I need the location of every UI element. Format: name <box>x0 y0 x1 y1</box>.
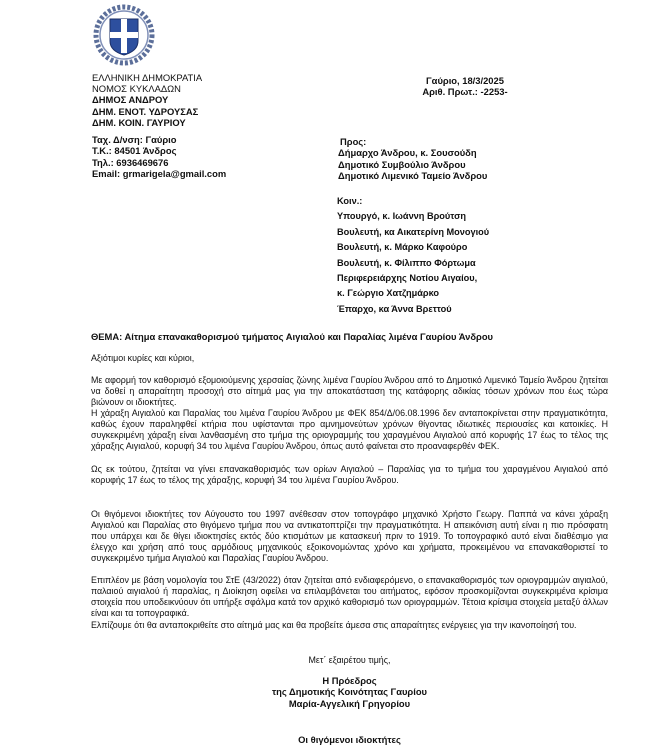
contact-block <box>92 134 226 179</box>
recipient-item: Δημοτικό Συμβούλιο Άνδρου <box>338 158 466 170</box>
issuer-line-municipality: ΔΗΜΟΣ ΑΝΔΡΟΥ <box>92 94 169 106</box>
closing-line: Μετ΄ εξαιρέτου τιμής, <box>308 655 391 665</box>
issuer-line-prefecture: ΝΟΜΟΣ ΚΥΚΛΑΔΩΝ <box>92 83 181 95</box>
body-paragraph: Οι θιγόμενοι ιδιοκτήτες τον Αύγουστο του 1997 ανέθεσαν στον τοπογράφο μηχανικό Χρήστο Γεωργ. Παππά να κάνει χάραξη Αιγιαλού και Παραλίας στο θιγόμενο τμήμα που να αντικατοπτρίζει την πραγματικότητα. Η απεικόνιση αυτή είναι η πιο πρόσφατη που υπάρχει και δε θίγει ιδιοκτησίες εκτός δύο κτισμάτων με κατασκευή πριν το 1919. Το τοπογραφικό αυτό είναι διαθέσιμο για έλεγχο και χρήση από τους αρμόδιους μηχανικούς εξοικονομώντας χρόνο και χρήματα, προκειμένου να επανακαθοριστεί το συγκεκριμένο τμήμα Αιγιαλού και Παραλίας Γαυρίου Άνδρου. <box>91 509 608 563</box>
issuer-line-unit: ΔΗΜ. ΕΝΟΤ. ΥΔΡΟΥΣΑΣ <box>92 105 199 117</box>
signature-title: Η Πρόεδρος <box>322 675 377 686</box>
body-paragraph: Επιπλέον με βάση νομολογία του ΣτΕ (43/2022) όταν ζητείται από ενδιαφερόμενο, ο επανακαθορισμός των οριογραμμών αιγιαλού, παλαιού αιγιαλού ή παραλίας, η Διοίκηση οφείλει να επιλαμβάνεται του αιτήματος, εφόσον προσκομίζονται συγκεκριμένα κρίσιμα στοιχεία που υποδεικνύουν ότι υπήρξε σφάλμα κατά τον αρχικό καθορισμό των οριογραμμών. Τέτοια κρίσιμα στοιχεία μεταξύ άλλων είναι και τα τοπογραφικά. <box>91 575 608 618</box>
cc-label: Κοιν.: <box>337 196 363 206</box>
cc-item: Υπουργό, κ. Ιωάννη Βρούτση <box>337 211 466 222</box>
contact-postal: Τ.Κ.: 84501 Άνδρος <box>92 145 177 157</box>
body-paragraph: Η χάραξη Αιγιαλού και Παραλίας του λιμένα Γαυρίου Άνδρου με ΦΕΚ 854/Δ/06.08.1996 δεν ανταποκρίνεται στην πραγματικότητα, καθώς έχουν παραληφθεί κτήρια που υφίστανται προ αμνημονεύτων χρόνων θίγοντας ιδιωτικές περιουσίες και κατοικίες. Η συγκεκριμένη χάραξη είναι λανθασμένη στο τμήμα της οριογραμμής του χαραγμένου Αιγιαλού από κορυφής 17 έως το τέλος της χάραξης Αιγιαλού, κορυφή 34 του λιμένα Γαυρίου Άνδρου, όπως αυτό φαίνεται στο προαναφερθέν ΦΕΚ. <box>91 408 608 451</box>
cc-block <box>337 194 489 317</box>
cc-item: Περιφερειάρχης Νοτίου Αιγαίου, <box>337 273 478 284</box>
signature-block <box>91 675 608 709</box>
signature-body: της Δημοτικής Κοινότητας Γαυρίου <box>271 686 427 698</box>
owners-signature: Οι θιγόμενοι ιδιοκτήτες <box>298 734 401 745</box>
body-paragraph: Ως εκ τούτου, ζητείται να γίνει επανακαθορισμός των ορίων Αιγιαλού – Παραλίας για το τμήμα του χαραγμένου Αιγιαλού από κορυφής 17 έως το τέλος της χάραξης, κορυφή 34 του λιμένα Γαυρίου Άνδρου. <box>91 464 608 485</box>
contact-phone: Τηλ.: 6936469676 <box>92 156 169 168</box>
date-protocol-block <box>405 75 525 97</box>
subject-line: ΘΕΜΑ: Αίτημα επανακαθορισμού τμήματος Αιγιαλού και Παραλίας λιμένα Γαυρίου Άνδρου <box>91 331 493 342</box>
salutation: Αξιότιμοι κυρίες και κύριοι, <box>91 353 195 363</box>
cc-item: Βουλευτή, κα Αικατερίνη Μονογιού <box>337 226 490 237</box>
cc-item: Βουλευτή, κ. Μάρκο Καφούρο <box>337 242 468 253</box>
body-paragraph: Ελπίζουμε ότι θα ανταποκριθείτε στο αίτημά μας και θα προβείτε άμεσα στις απαραίτητες ενέργειες για την ικανοποίησή του. <box>91 620 577 630</box>
recipient-item: Δημοτικό Λιμενικό Ταμείο Άνδρου <box>338 169 488 181</box>
contact-email: Email: grmarigela@gmail.com <box>92 167 227 179</box>
cc-item: Βουλευτή, κ. Φίλιππο Φόρτωμα <box>337 257 476 268</box>
issuer-line-country: ΕΛΛΗΝΙΚΗ ΔΗΜΟΚΡΑΤΙΑ <box>92 72 203 83</box>
cc-item: κ. Γεώργιο Χατζημάρκο <box>337 288 440 299</box>
recipients-label: Προς: <box>340 136 367 147</box>
issuer-line-community: ΔΗΜ. ΚΟΙΝ. ΓΑΥΡΙΟΥ <box>92 116 186 128</box>
protocol-number: Αριθ. Πρωτ.: -2253- <box>422 86 508 98</box>
body-paragraph: Με αφορμή τον καθορισμό εξομοιούμενης χερσαίας ζώνης λιμένα Γαυρίου Άνδρου από το Δημοτικό Λιμενικό Ταμείο Άνδρου ζητείται να δοθεί η απαραίτητη προσοχή στο αίτημά μας για την αποκατάσταση της κατάφορης αδικίας τόσων χρόνων που έως τώρα βιώνουν οι ιδιοκτήτες. <box>91 375 608 407</box>
recipient-item: Δήμαρχο Άνδρου, κ. Σουσούδη <box>338 147 477 159</box>
issuer-block <box>92 72 202 128</box>
signature-name: Μαρία-Αγγελική Γρηγορίου <box>288 697 411 709</box>
place-date: Γαύριο, 18/3/2025 <box>426 75 504 86</box>
contact-address: Ταχ. Δ/νση: Γαύριο <box>92 134 177 145</box>
greek-coat-of-arms-icon <box>92 3 156 67</box>
cc-item: Έπαρχο, κα Άννα Βρεττού <box>337 303 452 314</box>
recipients-block <box>338 136 487 181</box>
